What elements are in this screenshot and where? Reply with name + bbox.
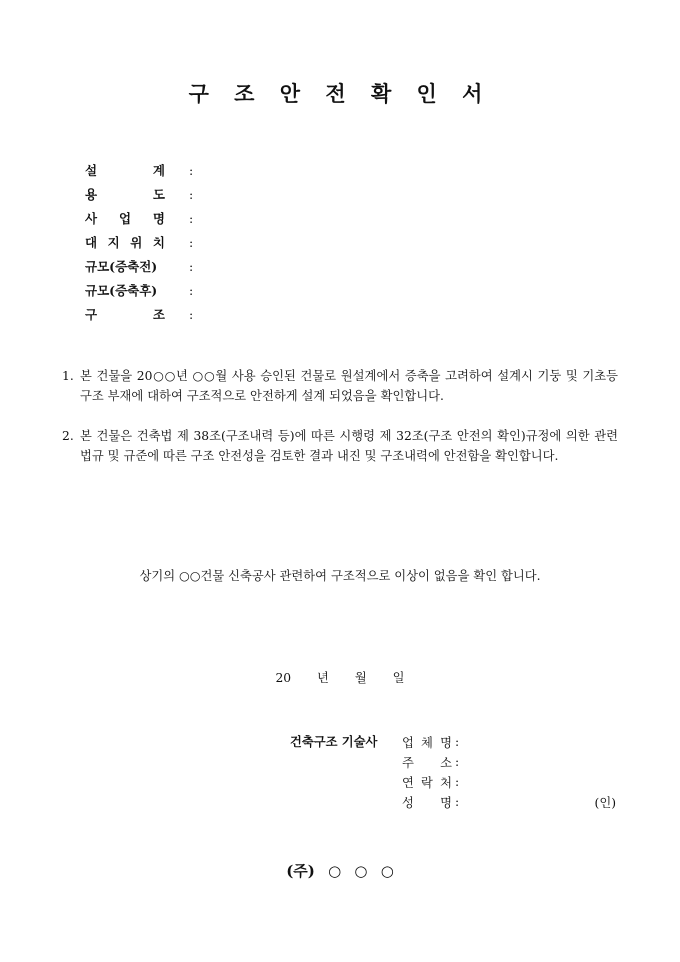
label-char: 계 [152,163,165,178]
label-char: 락 [421,776,433,790]
clause-number: 2. [62,429,74,443]
info-label [85,257,165,275]
sign-row-name [402,792,616,812]
label-char: 위 [130,235,143,250]
clause-2 [62,426,618,466]
info-label [85,305,165,323]
seal-mark: (인) [594,796,616,810]
colon: : [189,258,194,274]
colon: : [189,210,194,226]
info-label [85,233,165,251]
sign-label [402,773,452,791]
info-row-structure [85,302,193,326]
colon: : [189,162,194,178]
label-char: 소 [440,756,452,770]
info-label [85,161,165,179]
sign-label [402,793,452,811]
document-title: 구 조 안 전 확 인 서 [188,81,492,106]
label-char: 조 [152,307,165,322]
clause-1 [62,366,618,406]
label-char: 명 [440,796,452,810]
label-char: 구 [85,307,98,322]
colon: : [455,795,460,809]
sign-row-address [402,752,616,772]
label-char: 지 [107,235,120,250]
clause-text: 본 건물은 건축법 제 38조(구조내력 등)에 따른 시행령 제 32조(구조 안전의 확인)규정에 의한 관련법규 및 규준에 따른 구조 안전성을 검토한 결과 내진 및 구조내력에 안전함을 확인합니다. [80,429,618,463]
colon: : [189,234,194,250]
label-char: 용 [85,187,98,202]
info-row-scale-before [85,254,193,278]
colon: : [455,755,460,769]
info-label [85,185,165,203]
sign-label [402,733,452,751]
clause-text: 본 건물을 20○○년 ○○월 사용 승인된 건물로 원설계에서 증축을 고려하여 설계시 기둥 및 기초등 구조 부재에 대하여 구조적으로 안전하게 설계 되었음을 확인합니다. [80,369,618,403]
label-char: 성 [402,796,414,810]
label-char: 대 [85,235,98,250]
label-char: 사 [85,211,98,226]
label-char: 명 [440,736,452,750]
colon: : [455,735,460,749]
colon: : [189,186,194,202]
label-char: 업 [118,211,132,226]
date-line: 20 년 월 일 [275,671,405,685]
info-row-project-name [85,206,193,230]
label-text: 규모(증축후) [85,283,158,298]
info-row-use [85,182,193,206]
label-char: 체 [421,736,433,750]
label-char: 치 [152,235,165,250]
label-char: 도 [152,187,165,202]
label-char: 설 [85,163,98,178]
info-row-design [85,158,193,182]
label-char: 연 [402,776,414,790]
colon: : [189,306,194,322]
info-row-scale-after [85,278,193,302]
confirmation-statement: 상기의 ○○건물 신축공사 관련하여 구조적으로 이상이 없음을 확인 합니다. [139,569,541,583]
label-text: 규모(증축전) [85,259,158,274]
sign-row-contact [402,772,616,792]
info-section [85,158,193,326]
label-char: 주 [402,756,414,770]
label-char: 처 [440,776,452,790]
signature-fields [402,732,616,812]
info-label [85,281,165,299]
label-char: 명 [152,211,165,226]
signer-title: 건축구조 기술사 [290,734,378,749]
colon: : [455,775,460,789]
info-row-site-location [85,230,193,254]
info-label [85,209,165,227]
clause-number: 1. [62,369,74,383]
label-char: 업 [402,736,414,750]
sign-row-company [402,732,616,752]
colon: : [189,282,194,298]
company-name: (주) ○ ○ ○ [286,862,394,880]
sign-label [402,753,452,771]
